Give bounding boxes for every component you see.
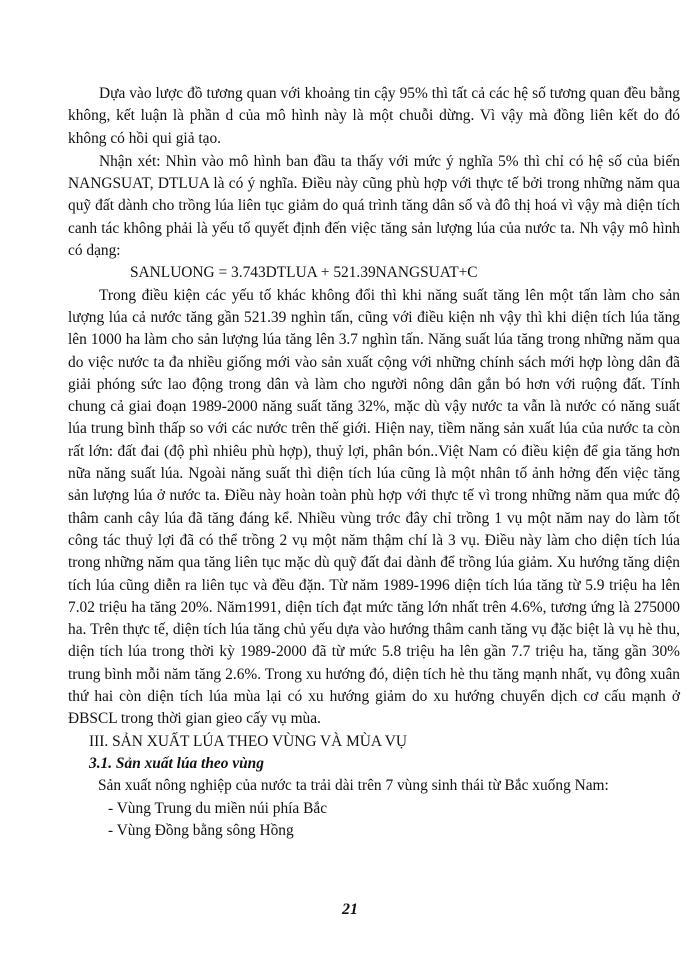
- list-item: - Vùng Trung du miền núi phía Bắc: [108, 799, 328, 817]
- regression-formula: SANLUONG = 3.743DTLUA + 521.39NANGSUAT+C: [130, 264, 478, 282]
- paragraph-correlogram: Dựa vào lược đồ tương quan với khoảng tin cậy 95% thì tất cả các hệ số tương quan đều bằng không, kết luận là phần d của mô hình này là một chuỗi dừng. Vì vậy mà đồng liên kết do đó không có hồi qui giả tạo.: [68, 85, 680, 147]
- list-item: - Vùng Đồng bằng sông Hồng: [108, 821, 294, 839]
- section-intro: Sản xuất nông nghiệp của nước ta trải dài trên 7 vùng sinh thái từ Bắc xuống Nam:: [98, 777, 609, 795]
- subsection-heading: 3.1. Sản xuất lúa theo vùng: [89, 754, 264, 772]
- paragraph-analysis: Trong điều kiện các yếu tố khác không đổi thì khi năng suất tăng lên một tấn làm cho sản lượng lúa cả nước tăng gần 521.39 nghìn tấn, cũng với điều kiện nh vậy thì khi diện tích lúa tăng lên 1000 ha làm cho sản lượng lúa tăng lên 3.7 nghìn tấn. Năng suất lúa tăng trong những năm qua do việc nước ta đa nhiều giống mới vào sản xuất cộng với những chính sách mới hợp lòng dân đã giải phóng sức lao động trong dân và làm cho người nông dân gắn bó hơn với ruộng đất. Tính chung cả giai đoạn 1989-2000 năng suất tăng 32%, mặc dù vậy nước ta vẫn là nước có năng suất lúa trung bình thấp so với các nước trên thế giới. Hiện nay, tiềm năng sản xuất lúa của nước ta còn rất lớn: đất đai (độ phì nhiêu phù hợp), thuỷ lợi, phân bón..Việt Nam có điều kiện để gia tăng hơn nữa năng suất lúa. Ngoài năng suất thì diện tích lúa cũng là một nhân tố ảnh hởng đến việc tăng sản lượng lúa ở nước ta. Điều này hoàn toàn phù hợp với thực tế vì trong những năm qua mức độ thâm canh cây lúa đã tăng đáng kể. Nhiều vùng trớc đây chỉ trồng 1 vụ một năm nay do làm tốt công tác thuỷ lợi đã có thể trồng 2 vụ một năm thậm chí là 3 vụ. Điều này làm cho diện tích lúa trong những năm qua tăng liên tục mặc dù quỹ đất đai dành để trồng lúa giảm. Xu hướng tăng diện tích lúa cũng diễn ra liên tục và đều đặn. Từ năm 1989-1996 diện tích lúa tăng từ 5.9 triệu ha lên 7.02 triệu ha tăng 20%. Năm1991, diện tích đạt mức tăng lớn nhất trên 4.6%, tương ứng là 275000 ha. Trên thực tế, diện tích lúa tăng chủ yếu dựa vào hướng thâm canh tăng vụ đặc biệt là vụ hè thu, diện tích lúa trong thời kỳ 1989-2000 đã từ mức 5.8 triệu ha lên gần 7.7 triệu ha, tăng gần 30% trung bình mỗi năm tăng 2.6%. Trong xu hướng đó, diện tích hè thu tăng mạnh nhất, vụ đông xuân thứ hai còn diện tích lúa mùa lại có xu hướng giảm do xu hướng chuyển dịch cơ cấu mạnh ở ĐBSCL trong thời gian gieo cấy vụ mùa.: [68, 286, 680, 728]
- page-content: [68, 83, 680, 842]
- section-heading: III. SẢN XUẤT LÚA THEO VÙNG VÀ MÙA VỤ: [89, 732, 407, 750]
- page-number: 21: [342, 901, 358, 918]
- paragraph-remark: Nhận xét: Nhìn vào mô hình ban đầu ta thấy với mức ý nghĩa 5% thì chỉ có hệ số của biến NANGSUAT, DTLUA là có ý nghĩa. Điều này cũng phù hợp với thực tế bởi trong những năm qua quỹ đất dành cho trồng lúa liên tục giảm do quá trình tăng dân số và đô thị hoá vì vậy mà diện tích canh tác không phải là yếu tố quyết định đến việc tăng sản lượng lúa của nước ta. Nh vậy mô hình có dạng:: [68, 152, 680, 260]
